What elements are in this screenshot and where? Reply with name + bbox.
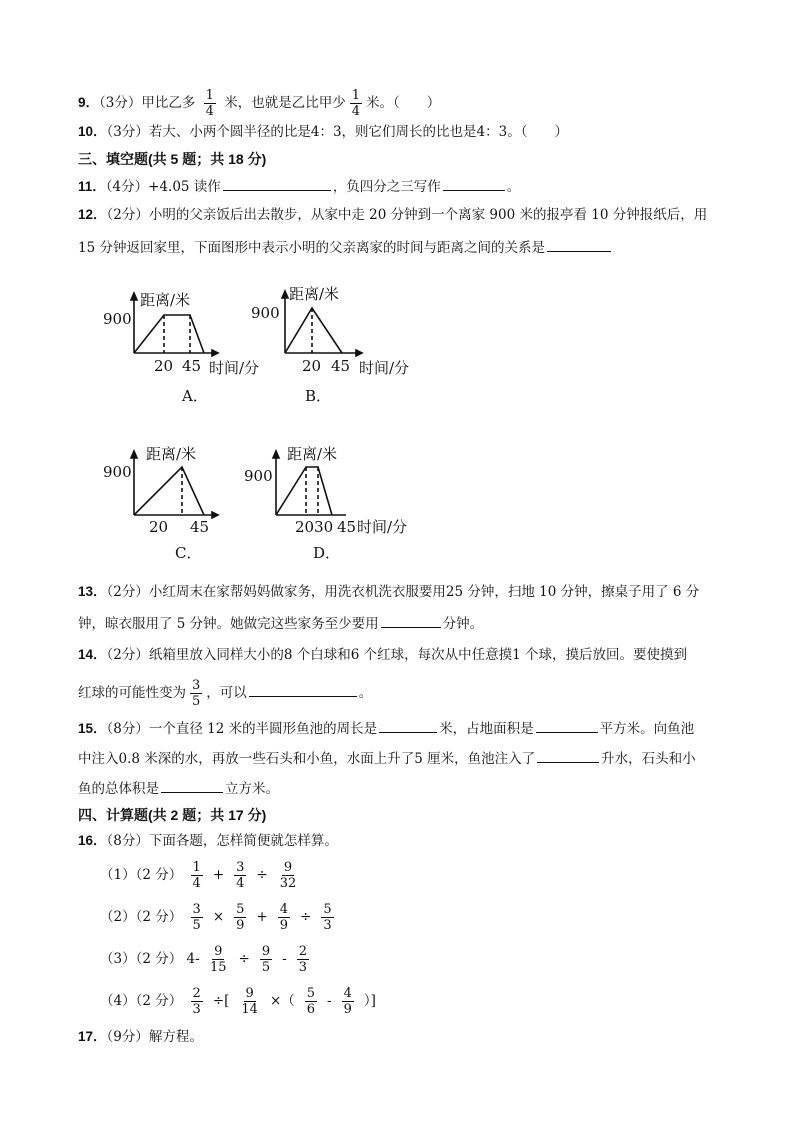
fraction: $\frac{1}{4}$: [205, 88, 214, 119]
fraction: $\frac{3}{5}$: [192, 678, 201, 709]
question-16-part-3: （3）（2 分） 4- $\frac{9}{15}$ ÷ $\frac{9}{5}$ - $\frac{2}{3}$: [100, 944, 307, 975]
graph-c-tick-45: 45: [190, 518, 210, 536]
graph-c-label: C．: [175, 544, 202, 562]
graph-a-tick-45: 45: [182, 357, 202, 375]
answer-blank[interactable]: [547, 237, 611, 252]
question-9: 9．（3分）甲比乙多 $\frac{1}{4}$ 米，也就是乙比甲少 $\frac{1}{4}$ 米。（ ）: [78, 88, 441, 119]
graph-b-tick-20: 20: [302, 357, 322, 375]
graph-d-ylabel: 距离/米: [287, 445, 338, 463]
graph-d-y900: 900: [244, 467, 273, 485]
question-16-part-2: （2）（2 分） $\frac{3}{5}$ × $\frac{5}{9}$ + $\frac{4}{9}$ ÷ $\frac{5}{3}$: [100, 902, 332, 933]
question-15-line2: 中注入0.8 米深的水，再放一些石头和小鱼，水面上升了5 厘米，鱼池注入了 升水，石头和小: [78, 748, 696, 768]
section-4-title: 四、计算题(共 2 题；共 17 分): [78, 807, 267, 823]
graph-a-y900: 900: [103, 310, 132, 328]
graph-a-label: A．: [182, 387, 208, 405]
question-16: 16．（8分）下面各题，怎样简便就怎样算。: [78, 833, 338, 849]
fraction: $\frac{1}{4}$: [351, 88, 361, 119]
answer-blank[interactable]: [536, 718, 598, 733]
question-10: 10．（3分）若大、小两个圆半径的比是4：3，则它们周长的比也是4：3。（ ）: [78, 124, 568, 140]
graph-c-y900: 900: [103, 463, 132, 481]
question-13-line2: 钟，晾衣服用了 5 分钟。她做完这些家务至少要用 分钟。: [78, 613, 483, 633]
answer-blank[interactable]: [381, 613, 441, 628]
section-3-title: 三、填空题(共 5 题；共 18 分): [78, 151, 267, 167]
graph-b-y900: 900: [251, 304, 280, 322]
graph-c-tick-20: 20: [149, 518, 169, 536]
graph-d-tick-45: 45: [337, 518, 357, 536]
answer-blank[interactable]: [537, 748, 599, 763]
question-12-line2: 15 分钟返回家里，下面图形中表示小明的父亲离家的时间与距离之间的关系是: [78, 237, 613, 257]
question-14-line2: 红球的可能性变为 $\frac{3}{5}$ ，可以 。: [78, 678, 373, 709]
question-11: 11．（4分）+4.05 读作 ，负四分之三写作 。: [78, 176, 520, 196]
graph-b-tick-45: 45: [331, 357, 351, 375]
question-13: 13．（2分）小红周末在家帮妈妈做家务，用洗衣机洗衣服要用25 分钟，扫地 10 分钟，擦桌子用了 6 分: [78, 584, 700, 600]
answer-blank[interactable]: [161, 778, 223, 793]
answer-blank[interactable]: [379, 718, 437, 733]
graph-c-ylabel: 距离/米: [146, 445, 197, 463]
question-12: 12．（2分）小明的父亲饭后出去散步，从家中走 20 分钟到一个离家 900 米的报亭看 10 分钟报纸后，用: [78, 207, 708, 223]
graph-a-xlabel: 时间/分: [209, 359, 260, 377]
graph-b-ylabel: 距离/米: [289, 285, 340, 303]
graph-d-xlabel: 时间/分: [357, 518, 408, 536]
graph-a-tick-20: 20: [154, 357, 174, 375]
answer-blank[interactable]: [443, 176, 505, 191]
question-16-part-4: （4）（2 分） $\frac{2}{3}$ ÷[ $\frac{9}{14}$ ×（ $\frac{5}{6}$ - $\frac{4}{9}$ ）]: [100, 986, 376, 1017]
graph-b-xlabel: 时间/分: [359, 359, 410, 377]
question-16-part-1: （1）（2 分） $\frac{1}{4}$ + $\frac{3}{4}$ ÷ $\frac{9}{32}$: [100, 860, 297, 891]
question-14: 14．（2分）纸箱里放入同样大小的8 个白球和6 个红球，每次从中任意摸1 个球，摸后放回。要使摸到: [78, 647, 688, 663]
graph-b-label: B．: [305, 387, 332, 405]
answer-blank[interactable]: [223, 176, 331, 191]
graph-d-label: D．: [313, 544, 341, 562]
graph-d-tick-2030: 2030: [295, 518, 334, 536]
distance-time-graphs: [0, 275, 794, 565]
question-15: 15．（8分）一个直径 12 米的半圆形鱼池的周长是 米，占地面积是 平方米。向鱼池: [78, 718, 694, 738]
answer-blank[interactable]: [249, 682, 357, 697]
question-17: 17．（9分）解方程。: [78, 1029, 203, 1045]
graph-a-ylabel: 距离/米: [140, 291, 191, 309]
question-15-line3: 鱼的总体积是 立方米。: [78, 778, 279, 798]
